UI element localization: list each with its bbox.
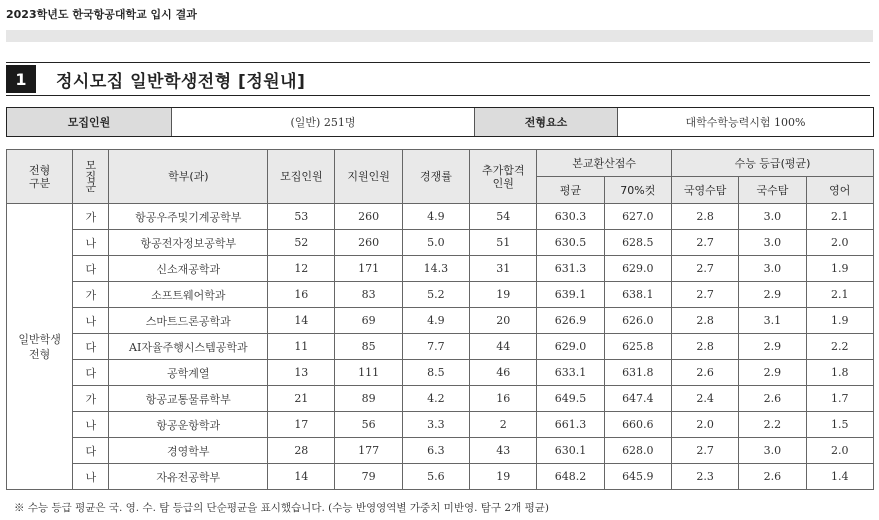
quota-cell: 52 — [268, 230, 335, 256]
group-cell: 가 — [73, 204, 109, 230]
results-table — [6, 149, 874, 490]
header-divider-band — [6, 30, 873, 42]
avg-score-cell: 649.5 — [537, 386, 604, 412]
extra-cell: 19 — [470, 282, 537, 308]
avg-score-cell: 630.5 — [537, 230, 604, 256]
extra-cell: 54 — [470, 204, 537, 230]
applicants-cell: 89 — [335, 386, 402, 412]
table-row — [7, 308, 874, 334]
avg-score-cell: 648.2 — [537, 464, 604, 490]
header-csat-group: 수능 등급(평균) — [671, 150, 873, 177]
avg-score-cell: 633.1 — [537, 360, 604, 386]
grade-kor-eng-inq-cell: 2.7 — [671, 256, 738, 282]
dept-cell: 경영학부 — [109, 438, 268, 464]
header-score-group: 본교환산점수 — [537, 150, 672, 177]
dept-cell: 항공운항학과 — [109, 412, 268, 438]
grade-eng-cell: 1.5 — [806, 412, 873, 438]
header-quota: 모집인원 — [268, 150, 335, 204]
applicants-cell: 177 — [335, 438, 402, 464]
grade-eng-cell: 1.4 — [806, 464, 873, 490]
grade-kor-eng-inq-cell: 2.8 — [671, 334, 738, 360]
header-track: 전형 구분 — [7, 150, 73, 204]
cut70-cell: 631.8 — [604, 360, 671, 386]
group-cell: 다 — [73, 360, 109, 386]
cut70-cell: 629.0 — [604, 256, 671, 282]
header-group: 모 집 군 — [73, 150, 109, 204]
summary-box — [6, 107, 874, 137]
grade-eng-cell: 2.0 — [806, 438, 873, 464]
avg-score-cell: 661.3 — [537, 412, 604, 438]
quota-cell: 14 — [268, 308, 335, 334]
ratio-cell: 7.7 — [402, 334, 469, 360]
dept-cell: 항공교통물류학부 — [109, 386, 268, 412]
ratio-cell: 4.2 — [402, 386, 469, 412]
applicants-cell: 171 — [335, 256, 402, 282]
grade-kor-eng-inq-cell: 2.6 — [671, 360, 738, 386]
grade-kor-math-inq-cell: 2.6 — [739, 464, 806, 490]
grade-kor-math-inq-cell: 2.9 — [739, 334, 806, 360]
section-title: 정시모집 일반학생전형 [정원내] — [56, 72, 306, 92]
quota-value: (일반) 251명 — [172, 108, 475, 136]
grade-kor-math-inq-cell: 3.1 — [739, 308, 806, 334]
extra-cell: 19 — [470, 464, 537, 490]
quota-cell: 13 — [268, 360, 335, 386]
table-row — [7, 438, 874, 464]
cut70-cell: 626.0 — [604, 308, 671, 334]
grade-eng-cell: 1.8 — [806, 360, 873, 386]
grade-kor-eng-inq-cell: 2.4 — [671, 386, 738, 412]
dept-cell: 소프트웨어학과 — [109, 282, 268, 308]
cut70-cell: 638.1 — [604, 282, 671, 308]
group-cell: 다 — [73, 438, 109, 464]
quota-cell: 11 — [268, 334, 335, 360]
group-cell: 가 — [73, 386, 109, 412]
quota-cell: 16 — [268, 282, 335, 308]
dept-cell: 신소재공학과 — [109, 256, 268, 282]
grade-kor-math-inq-cell: 2.2 — [739, 412, 806, 438]
quota-cell: 28 — [268, 438, 335, 464]
table-row — [7, 386, 874, 412]
grade-eng-cell: 2.0 — [806, 230, 873, 256]
grade-eng-cell: 2.1 — [806, 204, 873, 230]
grade-eng-cell: 1.9 — [806, 308, 873, 334]
group-cell: 가 — [73, 282, 109, 308]
avg-score-cell: 630.3 — [537, 204, 604, 230]
dept-cell: AI자율주행시스템공학과 — [109, 334, 268, 360]
grade-kor-eng-inq-cell: 2.8 — [671, 308, 738, 334]
quota-cell: 17 — [268, 412, 335, 438]
results-body — [7, 204, 874, 490]
grade-eng-cell: 1.7 — [806, 386, 873, 412]
extra-cell: 20 — [470, 308, 537, 334]
header-cut70: 70%컷 — [604, 177, 671, 204]
cut70-cell: 628.5 — [604, 230, 671, 256]
group-cell: 나 — [73, 412, 109, 438]
grade-kor-eng-inq-cell: 2.7 — [671, 230, 738, 256]
header-applicants: 지원인원 — [335, 150, 402, 204]
extra-cell: 2 — [470, 412, 537, 438]
grade-kor-math-inq-cell: 3.0 — [739, 204, 806, 230]
dept-cell: 공학계열 — [109, 360, 268, 386]
ratio-cell: 3.3 — [402, 412, 469, 438]
quota-cell: 53 — [268, 204, 335, 230]
header-ratio: 경쟁률 — [402, 150, 469, 204]
ratio-cell: 5.0 — [402, 230, 469, 256]
document-title: 2023학년도 한국항공대학교 입시 결과 — [6, 8, 197, 21]
header-kor-math-inq: 국수탐 — [739, 177, 806, 204]
group-cell: 나 — [73, 230, 109, 256]
dept-cell: 자유전공학부 — [109, 464, 268, 490]
cut70-cell: 625.8 — [604, 334, 671, 360]
header-dept: 학부(과) — [109, 150, 268, 204]
cut70-cell: 645.9 — [604, 464, 671, 490]
grade-kor-math-inq-cell: 2.9 — [739, 282, 806, 308]
dept-cell: 스마트드론공학과 — [109, 308, 268, 334]
extra-cell: 43 — [470, 438, 537, 464]
table-row — [7, 282, 874, 308]
group-cell: 나 — [73, 464, 109, 490]
dept-cell: 항공전자정보공학부 — [109, 230, 268, 256]
quota-cell: 12 — [268, 256, 335, 282]
applicants-cell: 79 — [335, 464, 402, 490]
cut70-cell: 627.0 — [604, 204, 671, 230]
ratio-cell: 8.5 — [402, 360, 469, 386]
grade-eng-cell: 1.9 — [806, 256, 873, 282]
grade-kor-eng-inq-cell: 2.7 — [671, 282, 738, 308]
grade-kor-math-inq-cell: 3.0 — [739, 256, 806, 282]
table-row — [7, 334, 874, 360]
element-label: 전형요소 — [475, 108, 618, 136]
ratio-cell: 5.2 — [402, 282, 469, 308]
group-cell: 다 — [73, 256, 109, 282]
applicants-cell: 111 — [335, 360, 402, 386]
grade-kor-eng-inq-cell: 2.0 — [671, 412, 738, 438]
header-avg: 평균 — [537, 177, 604, 204]
grade-eng-cell: 2.1 — [806, 282, 873, 308]
extra-cell: 16 — [470, 386, 537, 412]
avg-score-cell: 639.1 — [537, 282, 604, 308]
footnote: ※ 수능 등급 평균은 국. 영. 수. 탐 등급의 단순평균을 표시했습니다. (수능 반영영역별 가중치 미반영. 탐구 2개 평균) — [14, 502, 549, 514]
ratio-cell: 14.3 — [402, 256, 469, 282]
grade-kor-eng-inq-cell: 2.8 — [671, 204, 738, 230]
section-number: 1 — [6, 65, 36, 93]
ratio-cell: 4.9 — [402, 308, 469, 334]
extra-cell: 31 — [470, 256, 537, 282]
applicants-cell: 260 — [335, 230, 402, 256]
avg-score-cell: 630.1 — [537, 438, 604, 464]
table-row — [7, 464, 874, 490]
table-row — [7, 256, 874, 282]
cut70-cell: 628.0 — [604, 438, 671, 464]
avg-score-cell: 631.3 — [537, 256, 604, 282]
ratio-cell: 5.6 — [402, 464, 469, 490]
grade-kor-math-inq-cell: 3.0 — [739, 230, 806, 256]
quota-cell: 14 — [268, 464, 335, 490]
group-cell: 나 — [73, 308, 109, 334]
table-row — [7, 230, 874, 256]
extra-cell: 44 — [470, 334, 537, 360]
avg-score-cell: 626.9 — [537, 308, 604, 334]
quota-cell: 21 — [268, 386, 335, 412]
grade-kor-math-inq-cell: 2.6 — [739, 386, 806, 412]
grade-kor-eng-inq-cell: 2.3 — [671, 464, 738, 490]
group-cell: 다 — [73, 334, 109, 360]
header-extra: 추가합격 인원 — [470, 150, 537, 204]
quota-label: 모집인원 — [7, 108, 172, 136]
applicants-cell: 260 — [335, 204, 402, 230]
table-row — [7, 360, 874, 386]
section-header — [6, 62, 870, 96]
header-kor-eng-inq: 국영수탐 — [671, 177, 738, 204]
track-cell: 일반학생 전형 — [7, 204, 73, 490]
applicants-cell: 83 — [335, 282, 402, 308]
table-row — [7, 412, 874, 438]
extra-cell: 51 — [470, 230, 537, 256]
cut70-cell: 647.4 — [604, 386, 671, 412]
applicants-cell: 56 — [335, 412, 402, 438]
dept-cell: 항공우주및기계공학부 — [109, 204, 268, 230]
grade-eng-cell: 2.2 — [806, 334, 873, 360]
grade-kor-math-inq-cell: 3.0 — [739, 438, 806, 464]
table-row — [7, 204, 874, 230]
applicants-cell: 69 — [335, 308, 402, 334]
applicants-cell: 85 — [335, 334, 402, 360]
cut70-cell: 660.6 — [604, 412, 671, 438]
ratio-cell: 4.9 — [402, 204, 469, 230]
element-value: 대학수학능력시험 100% — [685, 116, 806, 129]
avg-score-cell: 629.0 — [537, 334, 604, 360]
extra-cell: 46 — [470, 360, 537, 386]
grade-kor-math-inq-cell: 2.9 — [739, 360, 806, 386]
grade-kor-eng-inq-cell: 2.7 — [671, 438, 738, 464]
header-eng: 영어 — [806, 177, 873, 204]
ratio-cell: 6.3 — [402, 438, 469, 464]
